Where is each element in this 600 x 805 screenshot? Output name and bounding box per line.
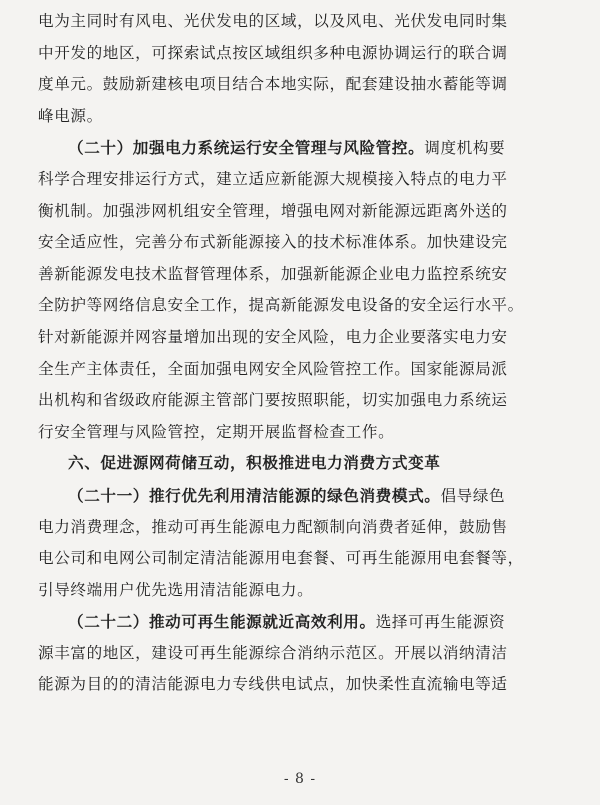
body-line: 安全适应性，完善分布式新能源接入的技术标准体系。加快建设完 (38, 233, 508, 252)
body-line: 全防护等网络信息安全工作，提高新能源发电设备的安全运行水平。 (38, 296, 524, 315)
body-line: 源丰富的地区，建设可再生能源综合消纳示范区。开展以消纳清洁 (38, 643, 508, 662)
document-body (30, 6, 576, 701)
body-line (30, 132, 576, 164)
body-line: 行安全管理与风险管控，定期开展监督检查工作。 (38, 422, 395, 441)
body-line: 科学合理安排运行方式，建立适应新能源大规模接入特点的电力平 (38, 169, 508, 188)
body-line: 全生产主体责任，全面加强电网安全风险管控工作。国家能源局派 (38, 359, 508, 378)
body-line: 针对新能源并网容量增加出现的安全风险，电力企业要落实电力安 (38, 327, 508, 346)
body-line: 峰电源。 (38, 106, 103, 125)
body-line: 中开发的地区，可探索试点按区域组织多种电源协调运行的联合调 (38, 43, 508, 62)
clause-text: 调度机构要 (424, 139, 506, 158)
body-line: 出机构和省级政府能源主管部门要按照职能，切实加强电力系统运 (38, 391, 508, 410)
body-line: 衡机制。加强涉网机组安全管理，增强电网对新能源远距离外送的 (38, 201, 508, 220)
clause-text: 选择可再生能源资 (375, 613, 506, 632)
body-line: 电为主同时有风电、光伏发电的区域，以及风电、光伏发电同时集 (38, 12, 508, 30)
clause-title: （二十二）推动可再生能源就近高效利用。 (68, 612, 376, 632)
body-line (30, 480, 576, 512)
section-heading: 六、促进源网荷储互动，积极推进电力消费方式变革 (68, 454, 441, 473)
body-line (30, 606, 576, 638)
body-line: 引导终端用户优先选用清洁能源电力。 (38, 580, 314, 599)
clause-title: （二十）加强电力系统运行安全管理与风险管控。 (68, 138, 425, 158)
body-line: 电力消费理念，推动可再生能源电力配额制向消费者延伸，鼓励售 (38, 517, 508, 536)
page-number: - 8 - (283, 771, 317, 787)
body-line: 电公司和电网公司制定清洁能源用电套餐、可再生能源用电套餐等， (38, 549, 524, 568)
body-line: 善新能源发电技术监督管理体系，加强新能源企业电力监控系统安 (38, 264, 508, 283)
body-line: 能源为目的的清洁能源电力专线供电试点，加快柔性直流输电等适 (38, 675, 508, 694)
clause-title: （二十一）推行优先利用清洁能源的绿色消费模式。 (68, 485, 441, 505)
clause-text: 倡导绿色 (440, 486, 506, 505)
body-line: 度单元。鼓励新建核电项目结合本地实际，配套建设抽水蓄能等调 (38, 75, 508, 94)
